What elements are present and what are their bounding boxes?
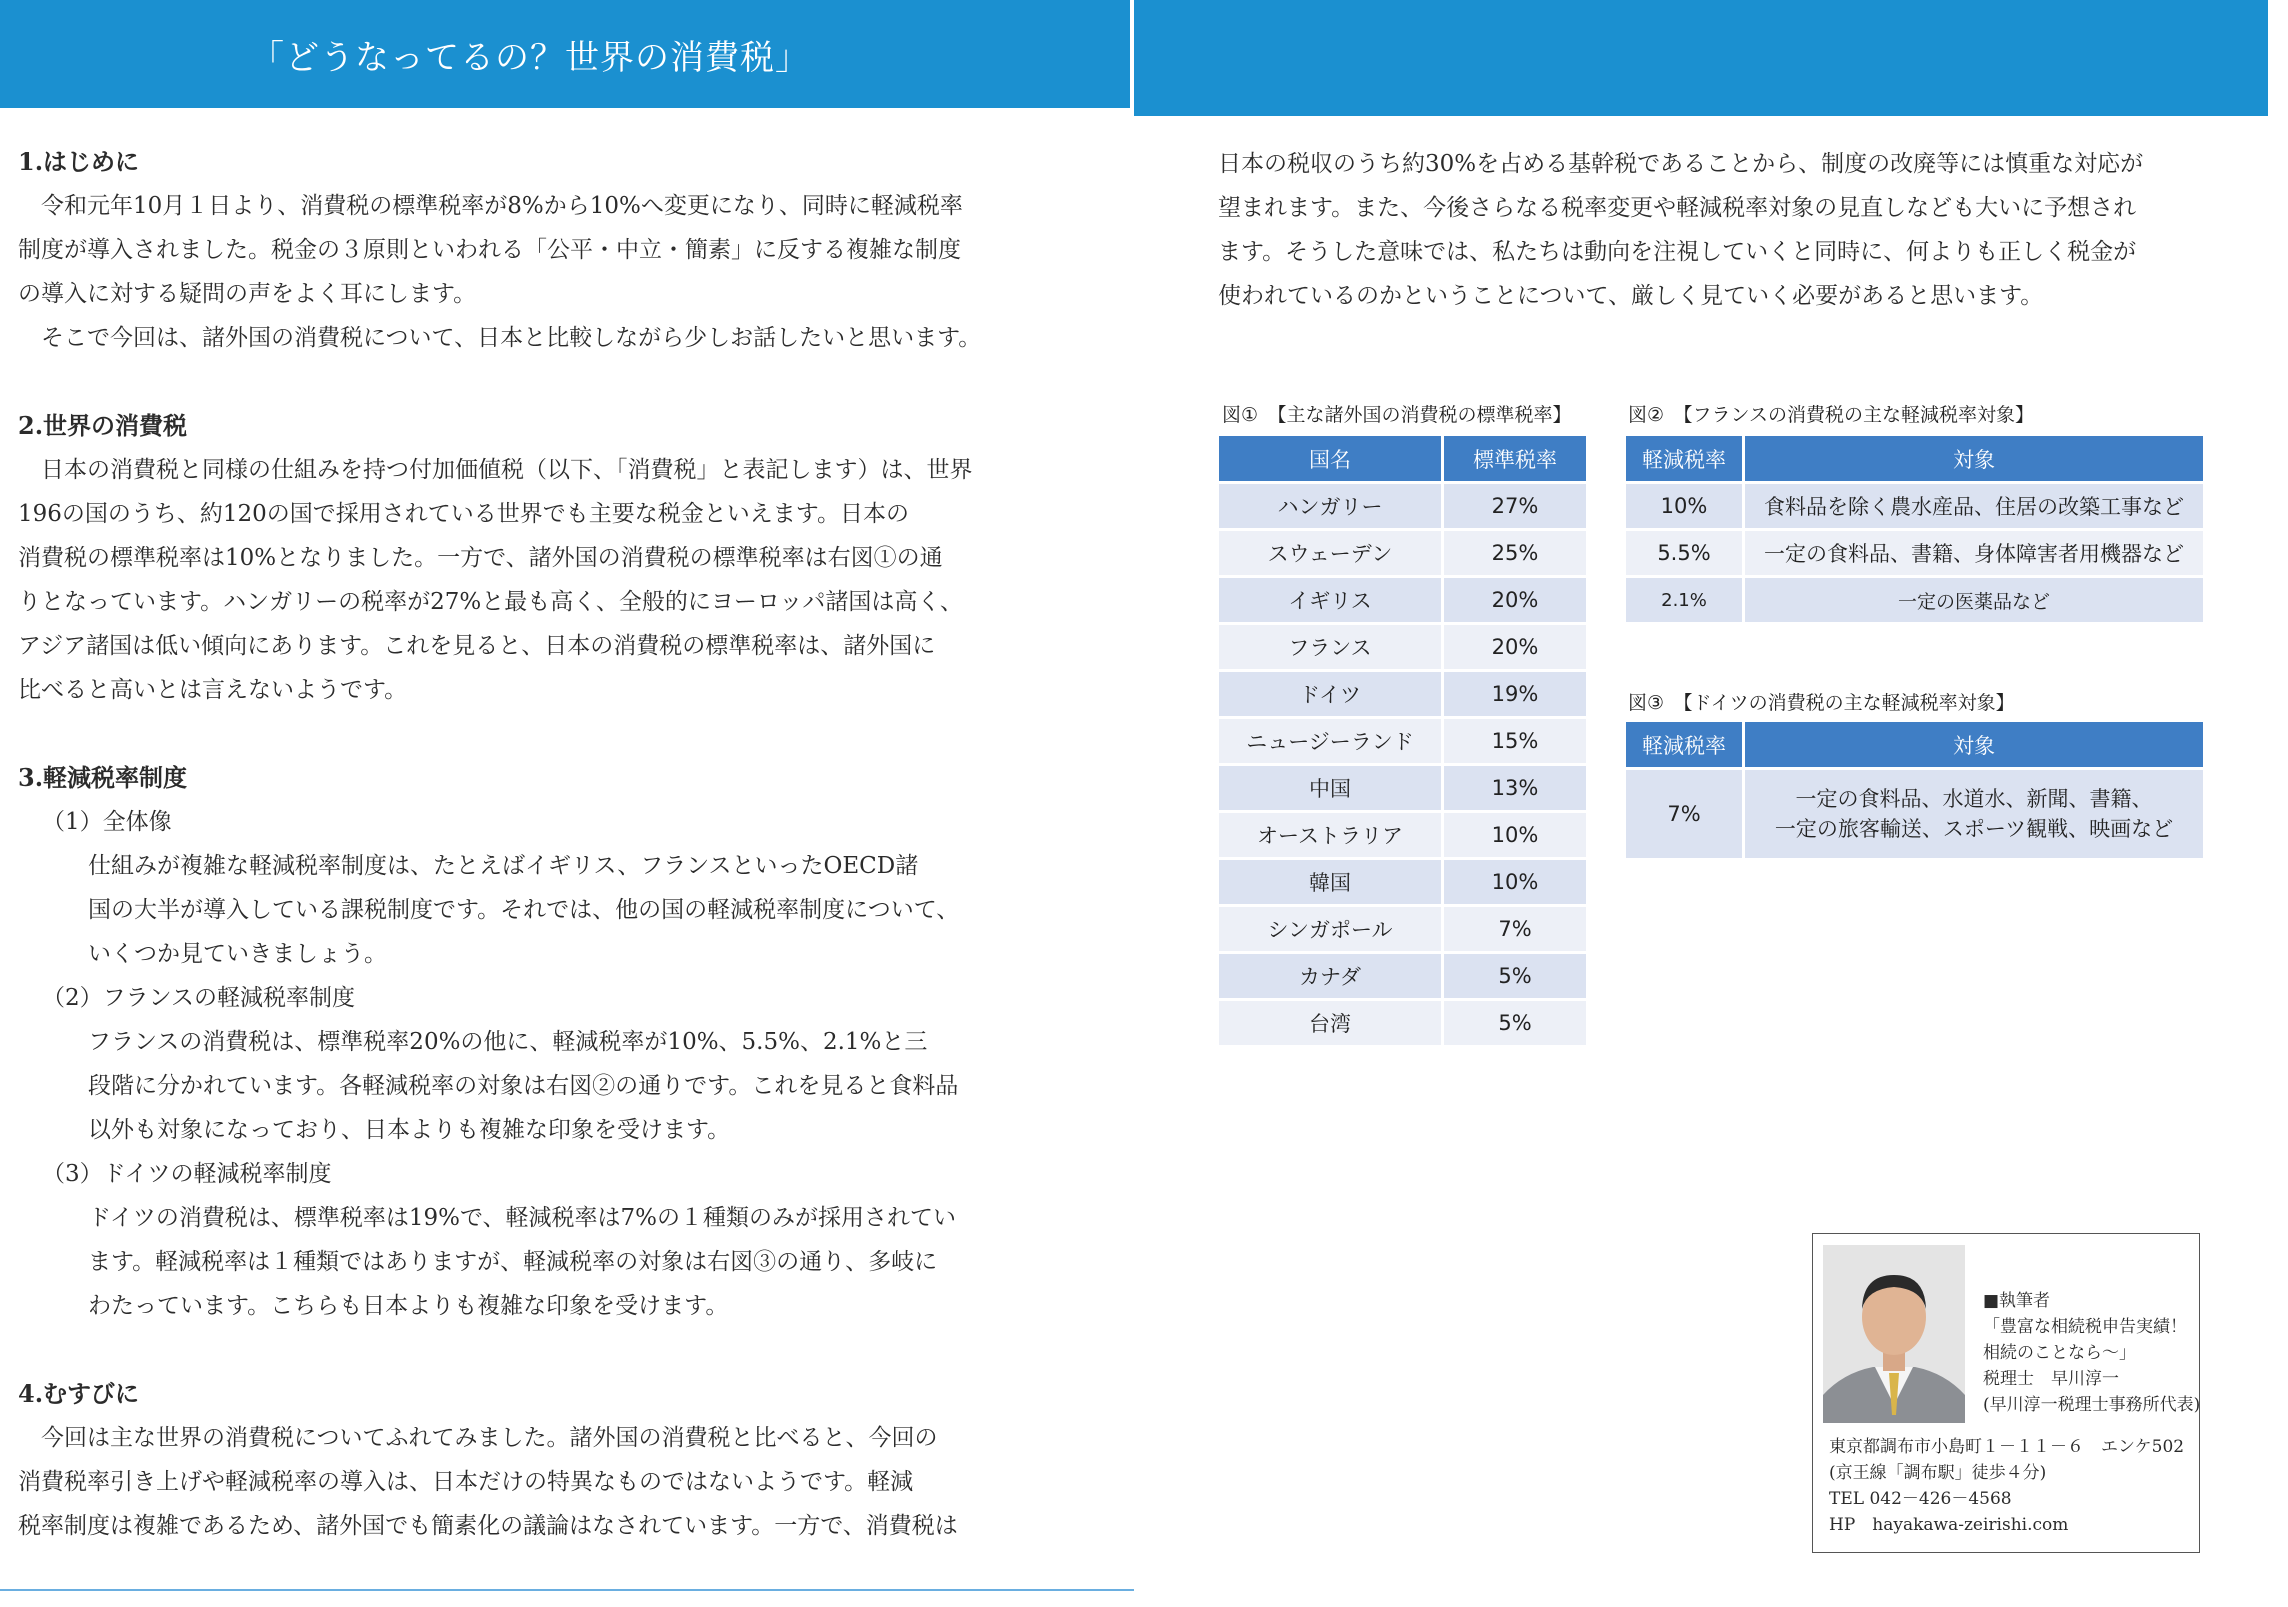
author-info-line: 「豊富な相続税申告実績！ — [1983, 1317, 2187, 1337]
fig2-target: 一定の食料品、書籍、身体障害者用機器など — [1745, 531, 2206, 578]
section-2-heading: 2.世界の消費税 — [18, 411, 188, 440]
s3-subheading: （3）ドイツの軽減税率制度 — [42, 1161, 332, 1187]
table-row — [1219, 484, 1589, 531]
fig1-header-country: 国名 — [1219, 436, 1444, 484]
section-4-heading: 4.むすびに — [18, 1379, 140, 1408]
address-line: (京王線「調布駅」徒歩４分) — [1829, 1463, 2047, 1483]
fig1-rate: 19% — [1444, 672, 1589, 719]
s1-line: 制度が導入されました。税金の３原則といわれる「公平・中立・簡素」に反する複雑な制度 — [18, 237, 961, 263]
fig1-country: スウェーデン — [1219, 531, 1444, 578]
right-line: 望まれます。また、今後さらなる税率変更や軽減税率対象の見直しなども大いに予想され — [1218, 195, 2137, 221]
s4-line: 今回は主な世界の消費税についてふれてみました。諸外国の消費税と比べると、今回の — [18, 1425, 938, 1451]
right-line: 使われているのかということについて、厳しく見ていく必要があると思います。 — [1218, 283, 2044, 309]
table-row — [1219, 672, 1589, 719]
table-row — [1626, 484, 2206, 531]
fig2-table — [1626, 436, 2206, 625]
fig1-country: シンガポール — [1219, 907, 1444, 954]
table-row — [1626, 531, 2206, 578]
right-line: ます。そうした意味では、私たちは動向を注視していくと同時に、何よりも正しく税金が — [1218, 239, 2137, 265]
author-info-line: (早川淳一税理士事務所代表) — [1983, 1395, 2201, 1415]
fig1-rate: 13% — [1444, 766, 1589, 813]
s3-line: 以外も対象になっており、日本よりも複雑な印象を受けます。 — [88, 1117, 731, 1143]
fig1-caption: 図① 【主な諸外国の消費税の標準税率】 — [1222, 404, 1572, 426]
s3-line: ます。軽減税率は１種類ではありますが、軽減税率の対象は右図③の通り、多岐に — [88, 1249, 938, 1275]
author-photo — [1823, 1245, 1965, 1423]
fig1-country: オーストラリア — [1219, 813, 1444, 860]
fig1-rate: 25% — [1444, 531, 1589, 578]
table-row — [1219, 578, 1589, 625]
table-row — [1219, 766, 1589, 813]
address-line: 東京都調布市小島町１－１１－６ エンケ502 — [1829, 1437, 2185, 1457]
fig2-target: 一定の医薬品など — [1745, 578, 2206, 625]
fig1-table — [1219, 436, 1589, 1048]
section-3-heading: 3.軽減税率制度 — [18, 763, 188, 792]
fig1-rate: 20% — [1444, 578, 1589, 625]
s1-line: の導入に対する疑問の声をよく耳にします。 — [18, 281, 477, 307]
fig1-country: 台湾 — [1219, 1001, 1444, 1048]
fig1-country: カナダ — [1219, 954, 1444, 1001]
table-row — [1219, 954, 1589, 1001]
table-row — [1626, 578, 2206, 625]
fig1-header-rate: 標準税率 — [1444, 436, 1589, 484]
right-line: 日本の税収のうち約30%を占める基幹税であることから、制度の改廃等には慎重な対応が — [1218, 151, 2144, 177]
s2-line: 196の国のうち、約120の国で採用されている世界でも主要な税金といえます。日本の — [18, 501, 909, 527]
table-row — [1219, 860, 1589, 907]
fig1-country: ニュージーランド — [1219, 719, 1444, 766]
s2-line: 日本の消費税と同様の仕組みを持つ付加価値税（以下、「消費税」と表記します）は、世界 — [18, 457, 973, 483]
author-info-line: 税理士 早川淳一 — [1983, 1369, 2119, 1389]
fig3-target-line: 一定の旅客輸送、スポーツ観戦、映画など — [1774, 817, 2174, 841]
fig3-target — [1745, 770, 2206, 861]
author-info-line: ■執筆者 — [1983, 1291, 2051, 1311]
s1-line: そこで今回は、諸外国の消費税について、日本と比較しながら少しお話したいと思います。 — [18, 325, 982, 351]
s2-line: 消費税の標準税率は10%となりました。一方で、諸外国の消費税の標準税率は右図①の通 — [18, 545, 943, 571]
s3-line: 段階に分かれています。各軽減税率の対象は右図②の通りです。これを見ると食料品 — [88, 1073, 959, 1099]
header-banner-right — [1134, 0, 2268, 116]
fig2-header-rate: 軽減税率 — [1626, 436, 1745, 484]
website-line: HP hayakawa-zeirishi.com — [1829, 1515, 2069, 1535]
fig1-rate: 15% — [1444, 719, 1589, 766]
page-title: 「どうなってるの？世界の消費税」 — [250, 38, 810, 78]
author-address — [1829, 1434, 2184, 1538]
header-banner-left — [0, 0, 1130, 108]
left-column — [18, 140, 1018, 1548]
fig3-table — [1626, 722, 2206, 861]
table-row — [1219, 625, 1589, 672]
table-row — [1219, 907, 1589, 954]
fig1-country: ハンガリー — [1219, 484, 1444, 531]
fig3-header-target: 対象 — [1745, 722, 2206, 770]
bottom-divider — [0, 1589, 1134, 1591]
author-box — [1812, 1233, 2200, 1553]
table-row — [1219, 813, 1589, 860]
fig2-target: 食料品を除く農水産品、住居の改築工事など — [1745, 484, 2206, 531]
table-row — [1626, 770, 2206, 861]
fig2-caption: 図② 【フランスの消費税の主な軽減税率対象】 — [1628, 404, 2034, 426]
fig1-rate: 5% — [1444, 1001, 1589, 1048]
fig1-country: フランス — [1219, 625, 1444, 672]
fig1-rate: 10% — [1444, 860, 1589, 907]
phone-line: TEL 042－426－4568 — [1829, 1489, 2012, 1509]
fig3-rate: 7% — [1626, 770, 1745, 861]
table-row — [1219, 1001, 1589, 1048]
fig3-header-rate: 軽減税率 — [1626, 722, 1745, 770]
fig3-target-line: 一定の食料品、水道水、新聞、書籍、 — [1795, 787, 2153, 811]
s2-line: りとなっています。ハンガリーの税率が27%と最も高く、全般的にヨーロッパ諸国は高く、 — [18, 589, 963, 615]
s2-line: 比べると高いとは言えないようです。 — [18, 677, 408, 703]
table-row — [1219, 719, 1589, 766]
fig2-rate: 5.5% — [1626, 531, 1745, 578]
fig2-rate: 10% — [1626, 484, 1745, 531]
section-1-heading: 1.はじめに — [18, 147, 140, 176]
s4-line: 税率制度は複雑であるため、諸外国でも簡素化の議論はなされています。一方で、消費税は — [18, 1513, 958, 1539]
right-column — [1218, 142, 2218, 318]
fig1-rate: 10% — [1444, 813, 1589, 860]
fig1-country: イギリス — [1219, 578, 1444, 625]
fig2-header-target: 対象 — [1745, 436, 2206, 484]
fig3-caption: 図③ 【ドイツの消費税の主な軽減税率対象】 — [1628, 692, 2015, 714]
fig1-rate: 20% — [1444, 625, 1589, 672]
s3-line: フランスの消費税は、標準税率20%の他に、軽減税率が10%、5.5%、2.1%と三 — [88, 1029, 928, 1055]
table-row — [1219, 531, 1589, 578]
s2-line: アジア諸国は低い傾向にあります。これを見ると、日本の消費税の標準税率は、諸外国に — [18, 633, 936, 659]
s3-line: 仕組みが複雑な軽減税率制度は、たとえばイギリス、フランスといったOECD諸 — [88, 853, 919, 879]
fig1-rate: 5% — [1444, 954, 1589, 1001]
s3-line: 国の大半が導入している課税制度です。それでは、他の国の軽減税率制度について、 — [88, 897, 960, 923]
author-info-line: 相続のことなら～」 — [1983, 1343, 2136, 1363]
s3-subheading: （2）フランスの軽減税率制度 — [42, 985, 355, 1011]
s3-line: ドイツの消費税は、標準税率は19%で、軽減税率は7%の１種類のみが採用されてい — [88, 1205, 956, 1231]
s1-line: 令和元年10月１日より、消費税の標準税率が8%から10%へ変更になり、同時に軽減税率 — [18, 193, 963, 219]
s3-subheading: （1）全体像 — [42, 809, 172, 835]
fig1-rate: 27% — [1444, 484, 1589, 531]
s3-line: わたっています。こちらも日本よりも複雑な印象を受けます。 — [88, 1293, 729, 1319]
s3-line: いくつか見ていきましょう。 — [88, 941, 387, 967]
fig1-country: 中国 — [1219, 766, 1444, 813]
fig1-rate: 7% — [1444, 907, 1589, 954]
fig1-country: 韓国 — [1219, 860, 1444, 907]
fig1-country: ドイツ — [1219, 672, 1444, 719]
author-info — [1983, 1288, 2200, 1418]
fig2-rate: 2.1% — [1626, 578, 1745, 625]
s4-line: 消費税率引き上げや軽減税率の導入は、日本だけの特異なものではないようです。軽減 — [18, 1469, 914, 1495]
